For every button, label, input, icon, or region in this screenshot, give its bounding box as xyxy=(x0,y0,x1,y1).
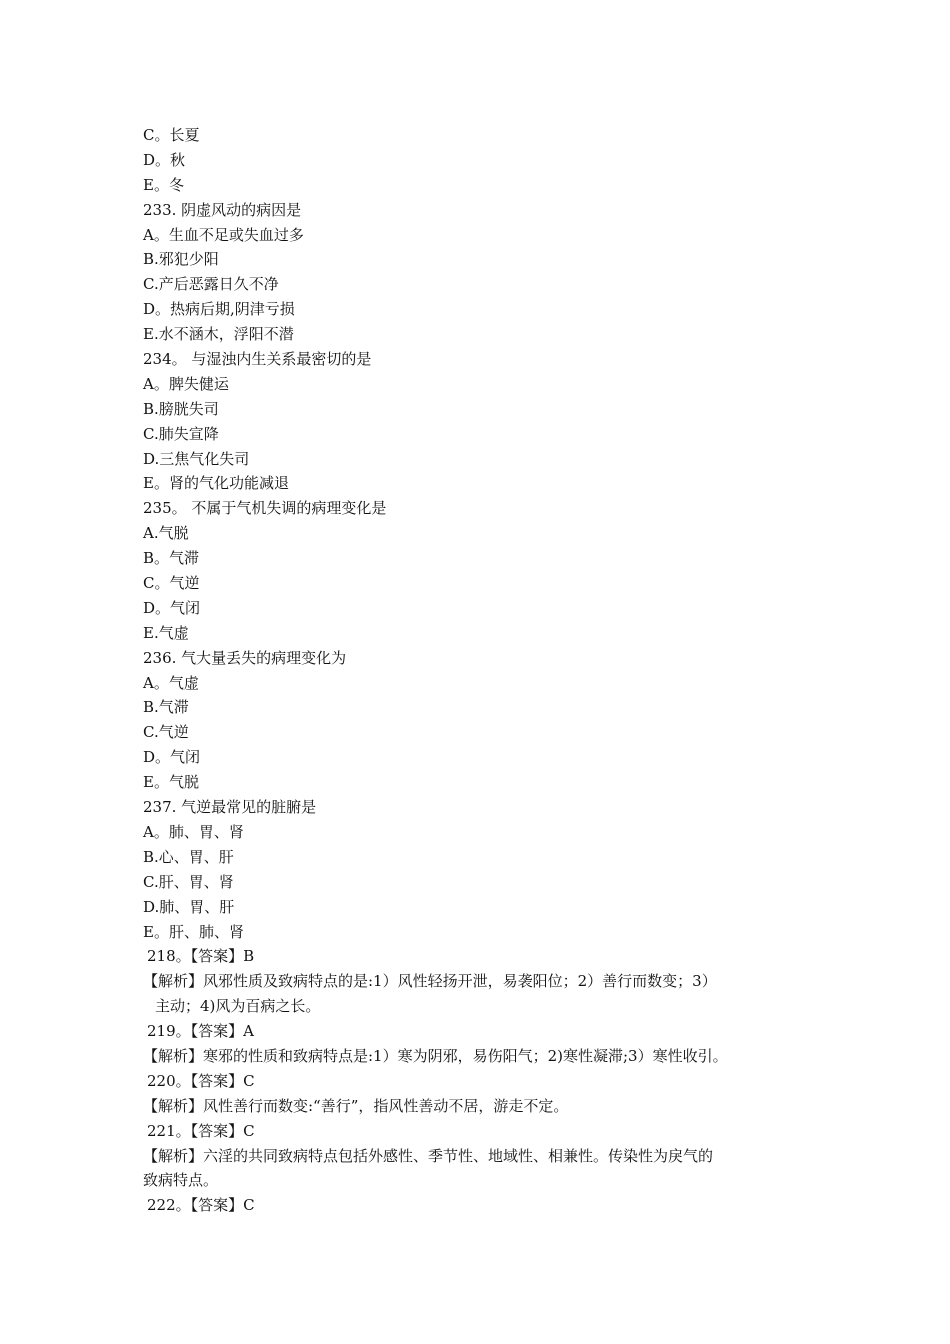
question-line: A。生血不足或失血过多 xyxy=(143,225,304,244)
question-line: C.产后恶露日久不净 xyxy=(143,275,279,294)
answer-221: 221。【答案】C xyxy=(147,1121,255,1140)
question-line: E.气虚 xyxy=(143,623,189,642)
question-line: E。冬 xyxy=(143,175,184,194)
explanation-218-line2: 主动；4)风为百病之长。 xyxy=(155,997,321,1016)
question-line: E。肝、肺、肾 xyxy=(143,922,244,941)
question-line: D。气闭 xyxy=(143,598,201,617)
explanation-221-line2: 致病特点。 xyxy=(143,1171,219,1190)
question-line: B。气滞 xyxy=(143,549,200,568)
question-line: A。肺、胃、肾 xyxy=(143,822,244,841)
explanation-218-line1: 【解析】风邪性质及致病特点的是:1）风性轻扬开泄，易袭阳位；2）善行而数变；3） xyxy=(143,972,717,991)
question-list xyxy=(143,123,823,944)
question-line: A。气虚 xyxy=(143,673,199,692)
question-line: E。肾的气化功能减退 xyxy=(143,474,289,493)
question-line: D.肺、胃、肝 xyxy=(143,897,235,916)
question-line: 234。 与湿浊内生关系最密切的是 xyxy=(143,350,372,369)
answer-220: 220。【答案】C xyxy=(147,1071,255,1090)
answer-222: 222。【答案】C xyxy=(147,1196,255,1215)
question-line: E.水不涵木，浮阳不潜 xyxy=(143,325,294,344)
question-line: C.肝、胃、肾 xyxy=(143,872,234,891)
question-line: E。气脱 xyxy=(143,773,199,792)
question-line: C。气逆 xyxy=(143,574,200,593)
question-line: D。气闭 xyxy=(143,748,201,767)
explanation-219: 【解析】寒邪的性质和致病特点是:1）寒为阴邪，易伤阳气；2)寒性凝滞;3）寒性收引。 xyxy=(143,1046,728,1065)
question-line: A.气脱 xyxy=(143,524,189,543)
explanation-221-line1: 【解析】六淫的共同致病特点包括外感性、季节性、地域性、相兼性。传染性为戾气的 xyxy=(143,1146,714,1165)
question-line: A。脾失健运 xyxy=(143,374,229,393)
question-line: D.三焦气化失司 xyxy=(143,449,250,468)
question-line: B.心、胃、肝 xyxy=(143,847,234,866)
question-line: D。秋 xyxy=(143,150,186,169)
question-line: C.气逆 xyxy=(143,723,189,742)
explanation-220: 【解析】风性善行而数变:“善行”，指风性善动不居，游走不定。 xyxy=(143,1096,569,1115)
question-line: B.邪犯少阳 xyxy=(143,250,219,269)
question-line: 233. 阴虚风动的病因是 xyxy=(143,200,302,219)
answer-218: 218。【答案】B xyxy=(147,947,255,966)
question-line: C.肺失宣降 xyxy=(143,424,219,443)
answer-219: 219。【答案】A xyxy=(147,1022,254,1041)
question-line: 237. 气逆最常见的脏腑是 xyxy=(143,798,317,817)
question-line: C。长夏 xyxy=(143,126,200,144)
question-line: B.膀胱失司 xyxy=(143,399,219,418)
question-line: 236. 气大量丢失的病理变化为 xyxy=(143,648,347,667)
question-line: 235。 不属于气机失调的病理变化是 xyxy=(143,499,387,518)
question-line: B.气滞 xyxy=(143,698,189,717)
document-body xyxy=(143,123,823,1218)
question-line: D。热病后期,阴津亏损 xyxy=(143,300,295,319)
